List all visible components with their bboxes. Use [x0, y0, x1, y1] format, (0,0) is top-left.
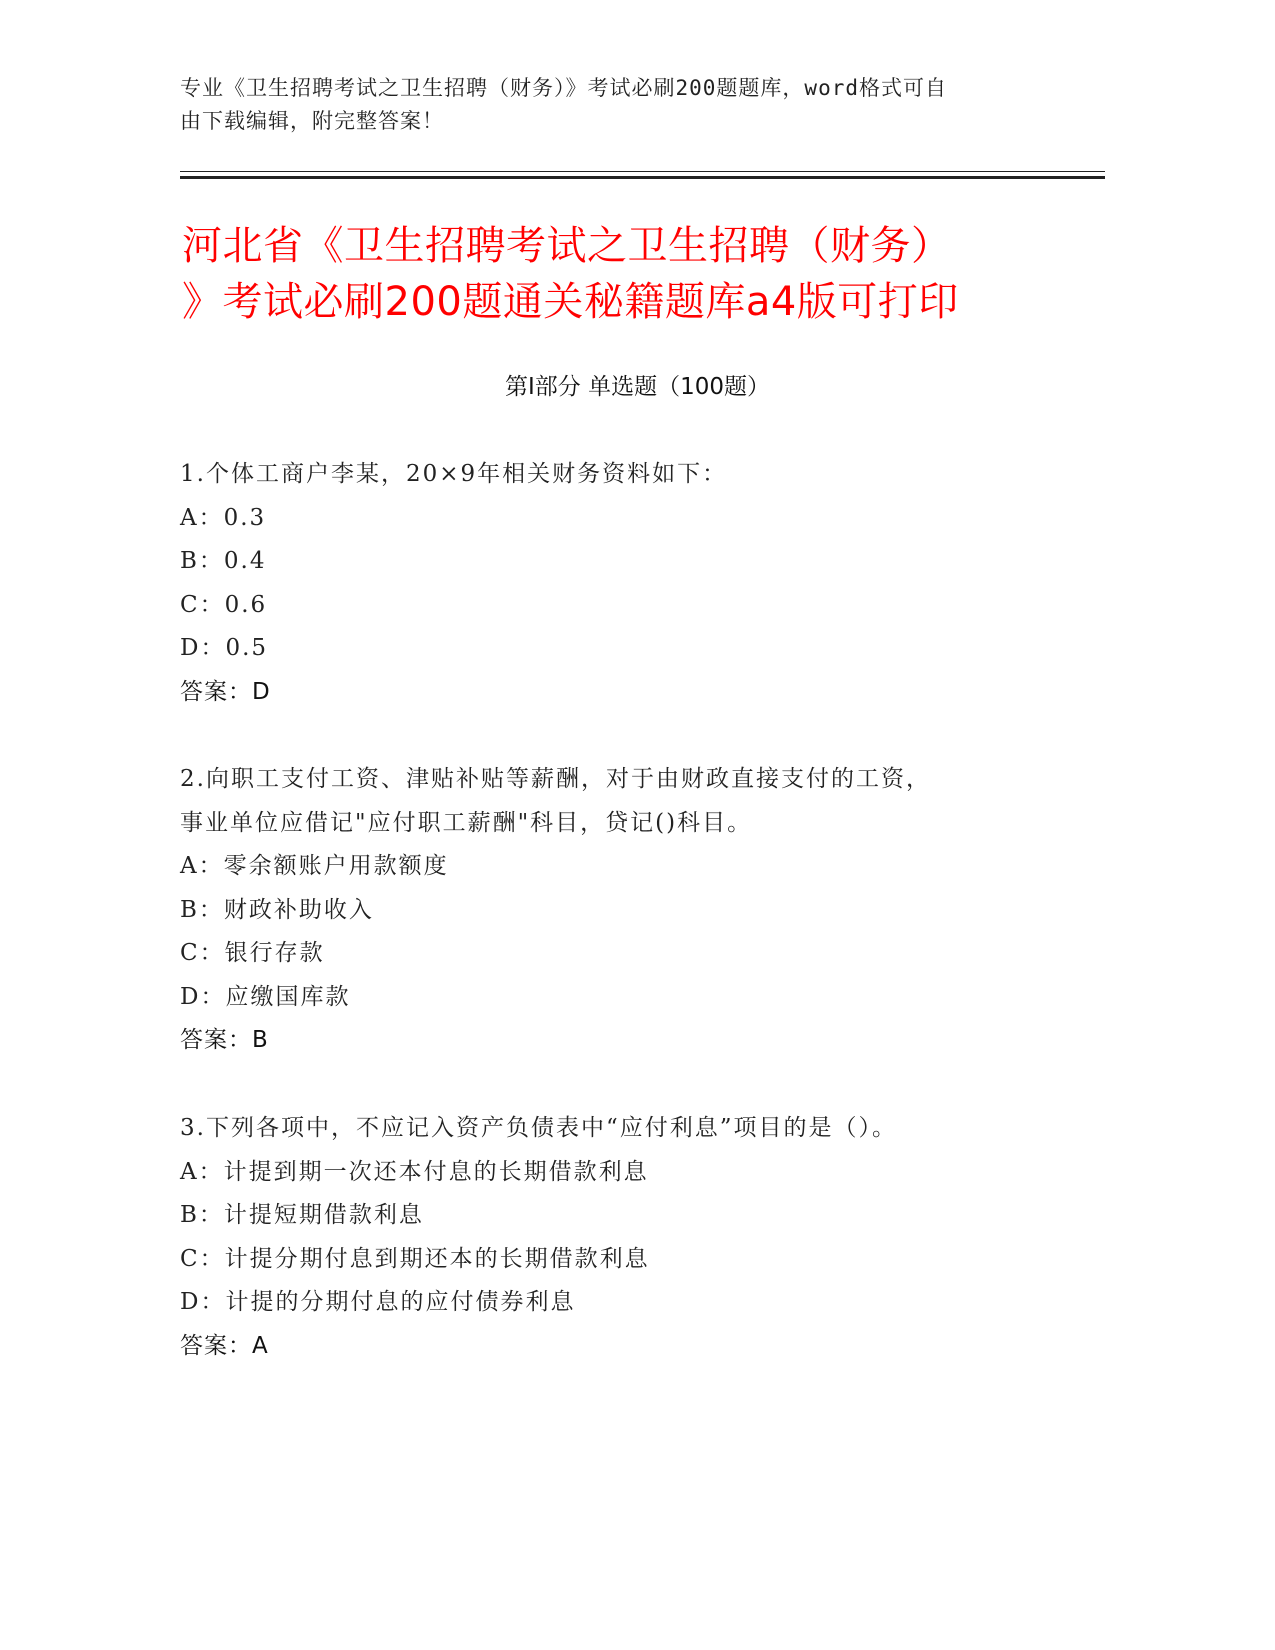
option-d: D：应缴国库款	[180, 983, 351, 1010]
question-2	[180, 758, 1080, 1063]
header-note-line-1: 专业《卫生招聘考试之卫生招聘（财务）》考试必刷200题题库，word格式可自	[180, 76, 947, 100]
document-title-line-1: 河北省《卫生招聘考试之卫生招聘（财务）	[182, 223, 952, 269]
document-title-line-2: 》考试必刷200题通关秘籍题库a4版可打印	[182, 279, 959, 325]
answer-label: 答案：A	[180, 1332, 269, 1359]
option-c: C：0.6	[180, 591, 268, 618]
question-stem-line-1: 2.向职工支付工资、津贴补贴等薪酬，对于由财政直接支付的工资，	[180, 766, 931, 792]
header-divider-thin	[180, 171, 1105, 172]
option-b: B：财政补助收入	[180, 896, 374, 923]
header-divider-thick	[180, 176, 1105, 179]
option-d: D：计提的分期付息的应付债券利息	[180, 1289, 576, 1315]
document-title	[182, 218, 1082, 330]
header-note	[180, 72, 1050, 138]
option-d: D：0.5	[180, 635, 269, 661]
option-c: C：银行存款	[180, 940, 325, 966]
answer-label: 答案：B	[180, 1027, 269, 1053]
option-a: A：0.3	[180, 504, 267, 531]
section-title: 第Ⅰ部分 单选题（100题）	[505, 374, 770, 400]
header-note-line-2: 由下载编辑，附完整答案！	[180, 109, 444, 133]
question-stem-line-2: 事业单位应借记"应付职工薪酬"科目，贷记()科目。	[180, 809, 753, 836]
question-stem: 3.下列各项中，不应记入资产负债表中“应付利息”项目的是（）。	[180, 1115, 897, 1141]
question-stem: 1.个体工商户李某，20×9年相关财务资料如下：	[180, 461, 728, 487]
answer-label: 答案：D	[180, 678, 271, 705]
question-1	[180, 453, 1080, 714]
option-a: A：零余额账户用款额度	[180, 853, 449, 879]
question-3	[180, 1107, 1080, 1368]
option-c: C：计提分期付息到期还本的长期借款利息	[180, 1245, 650, 1272]
option-b: B：0.4	[180, 548, 267, 574]
option-a: A：计提到期一次还本付息的长期借款利息	[180, 1158, 649, 1185]
option-b: B：计提短期借款利息	[180, 1202, 424, 1228]
